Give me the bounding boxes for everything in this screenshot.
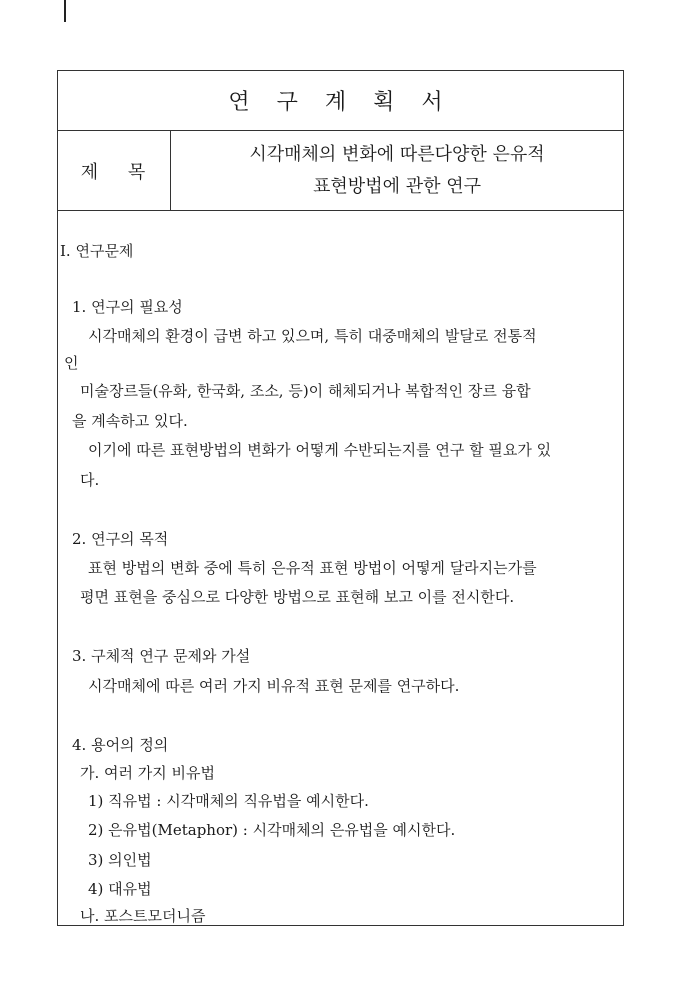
scan-edge-mark [64, 0, 66, 22]
purpose-heading: 2. 연구의 목적 [72, 530, 169, 548]
subject-line-2: 표현방법에 관한 연구 [313, 175, 481, 197]
document-title: 연 구 계 획 서 [58, 71, 623, 131]
necessity-line-5: 다. [80, 471, 100, 489]
necessity-line-1-wrap: 인 [64, 354, 79, 372]
necessity-line-4: 이기에 따른 표현방법의 변화가 어떻게 수반되는지를 연구 할 필요가 있 [88, 441, 552, 459]
terms-a1: 1) 직유법 : 시각매체의 직유법을 예시한다. [88, 792, 369, 810]
problem-line-1: 시각매체에 따른 여러 가지 비유적 표현 문제를 연구하다. [88, 677, 460, 695]
subject-row [58, 131, 623, 211]
necessity-line-2: 미술장르들(유화, 한국화, 조소, 등)이 해체되거나 복합적인 장르 융합 [80, 382, 531, 400]
terms-sub-b: 나. 포스트모더니즘 [80, 907, 206, 925]
terms-a2: 2) 은유법(Metaphor) : 시각매체의 은유법을 예시한다. [88, 821, 456, 839]
terms-a3: 3) 의인법 [88, 851, 152, 869]
necessity-line-3: 을 계속하고 있다. [72, 412, 188, 430]
terms-heading: 4. 용어의 정의 [72, 736, 169, 754]
problem-heading: 3. 구체적 연구 문제와 가설 [72, 647, 251, 665]
necessity-line-1: 시각매체의 환경이 급변 하고 있으며, 특히 대중매체의 발달로 전통적 [88, 327, 537, 345]
section-heading: I. 연구문제 [60, 242, 134, 260]
purpose-line-2: 평면 표현을 중심으로 다양한 방법으로 표현해 보고 이를 전시한다. [80, 588, 515, 606]
subject-text [171, 131, 623, 210]
terms-sub-a: 가. 여러 가지 비유법 [80, 764, 215, 782]
subject-line-1: 시각매체의 변화에 따른다양한 은유적 [249, 143, 545, 165]
necessity-heading: 1. 연구의 필요성 [72, 298, 183, 316]
terms-a4: 4) 대유법 [88, 880, 152, 898]
purpose-line-1: 표현 방법의 변화 중에 특히 은유적 표현 방법이 어떻게 달라지는가를 [88, 559, 537, 577]
subject-label: 제 목 [58, 131, 171, 210]
